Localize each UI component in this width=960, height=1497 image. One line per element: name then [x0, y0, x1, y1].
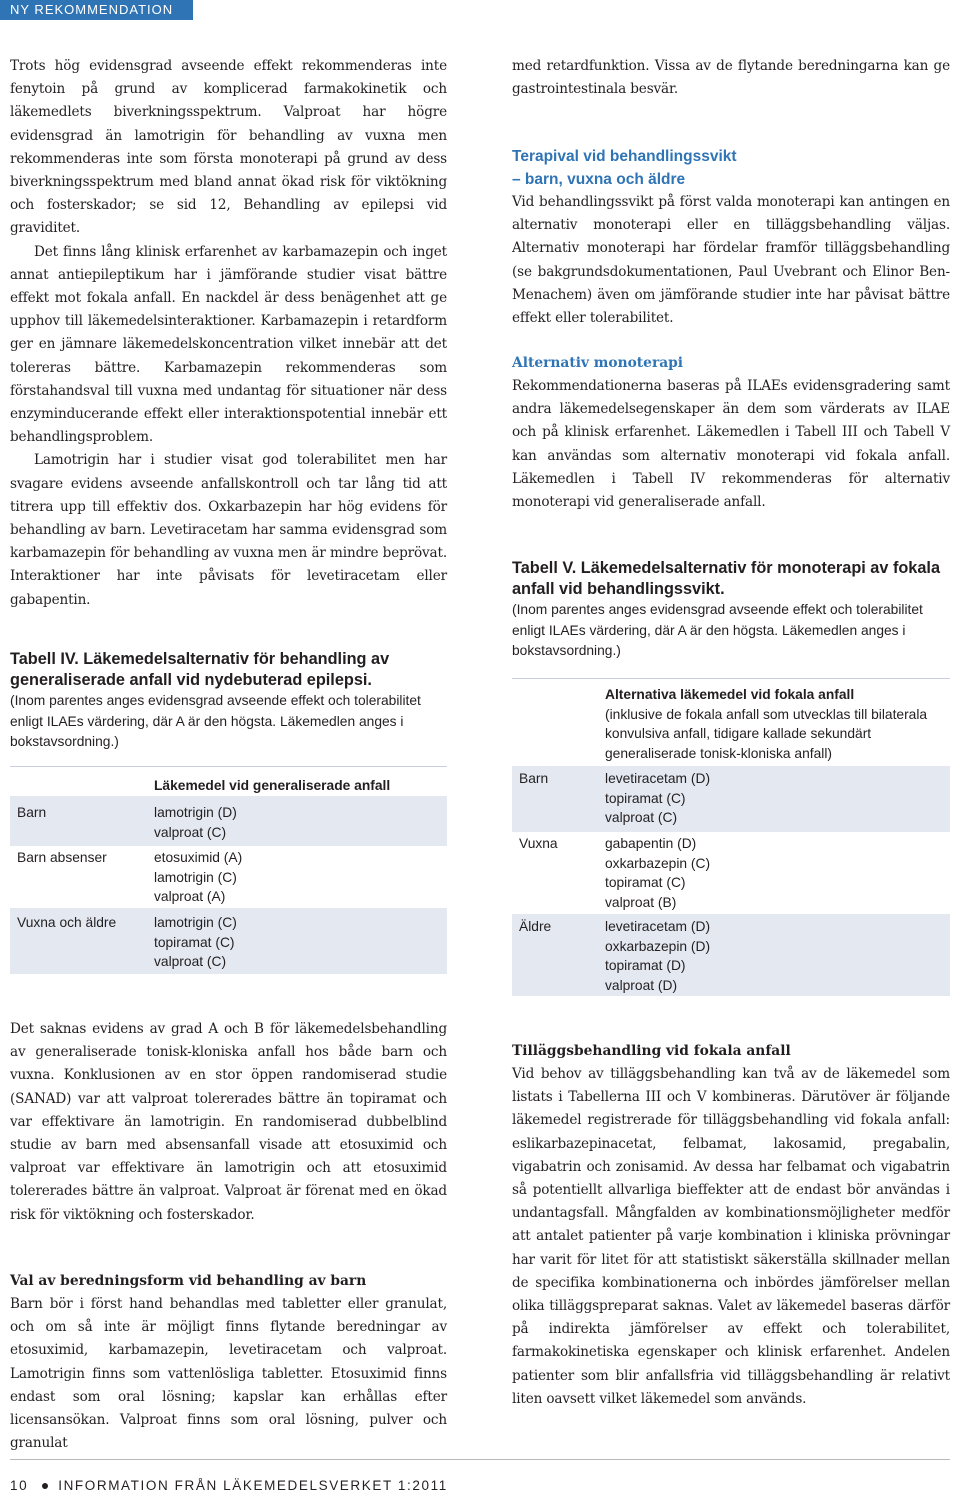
- table5-drug: oxkarbazepin (D): [605, 938, 711, 954]
- table5-drug: levetiracetam (D): [605, 919, 711, 934]
- table5-column-header-note: (inklusive de fokala anfall som utvecklas till bilaterala konvulsiva anfall, tidigare kallade sekundärt generaliserade tonisk-kloniska anfall): [605, 706, 928, 761]
- generalized-evidence-text: [10, 1018, 447, 1227]
- table4-drugs-vuxna-aldre: [154, 913, 237, 972]
- table5-caption: [512, 558, 950, 662]
- table5-column-header-block: [605, 685, 935, 763]
- table4-group-vuxna-aldre: Vuxna och äldre: [17, 915, 117, 930]
- failure-text: Vid behandlingssvikt på först valda monoterapi kan antingen en alternativ monoterapi eller en tilläggsbehandling väljas. Alternativ monoterapi har fördelar framför tilläggsbehandling (se bakgrundsdokumentationen, Paul Uvebrant och Elinor Ben-Menachem) även om jämförande studier inte har påvisat bättre effekt eller tolerabilitet.: [512, 194, 950, 327]
- formulation-text: Barn bör i först hand behandlas med tabletter eller granulat, och om så inte är möjligt finns flytande beredningar av etosuximid, karbamazepin, levetiracetam och valproat. Lamotrigin finns som vattenlösliga tabletter. Etosuximid finns endast som oral lösning; kapslar kan erhållas efter licensansökan. Valproat finns som oral lösning, pulver och granulat: [10, 1296, 447, 1452]
- section-label-band: [0, 0, 193, 20]
- table4-drug: valproat (C): [154, 954, 227, 969]
- page-number: 10: [10, 1478, 29, 1493]
- table4-drug: lamotrigin (C): [154, 869, 237, 885]
- formulation-heading: Val av beredningsform vid behandling av barn: [10, 1273, 367, 1289]
- failure-heading-line1: Terapival vid behandlingssvikt: [512, 148, 737, 165]
- table4-drug: topiramat (C): [154, 934, 235, 950]
- generalized-evidence-paragraph: Det saknas evidens av grad A och B för läkemedelsbehandling av generaliserade tonisk-kloniska anfall hos både barn och vuxna. Konklusionen av en stor öppen randomiserad studie (SANAD) var att valproat tolererades bättre än topiramat och var effektivare än lamotrigin. En randomiserad dubbelblind studie av barn med absensanfall visade att etosuximid och valproat var effektivare än lamotrigin och att etosuximid tolererades bättre än valproat. Valproat är förenat med en ökad risk för viktökning och fosterskador.: [10, 1021, 447, 1223]
- table5: [512, 678, 950, 996]
- table5-drugs-barn: [605, 769, 710, 828]
- failure-section: [512, 145, 950, 330]
- alt-mono-heading: Alternativ monoterapi: [512, 355, 684, 371]
- intro-paragraph-3: Lamotrigin har i studier visat god tolerabilitet men har svagare evidens avseende anfallskontroll och tar lång tid att titrera upp till effektiv dos. Oxkarbazepin har hög evidens för behandling av barn. Levetiracetam har samma evidensgrad som karbamazepin för behandling av vuxna men är mindre beprövat. Interaktioner har inte påvisats för levetiracetam eller gabapentin.: [10, 452, 447, 608]
- table5-group-aldre: Äldre: [519, 919, 552, 934]
- intro-text: [10, 55, 447, 612]
- intro-paragraph-1: Trots hög evidensgrad avseende effekt rekommenderas inte fenytoin på grund av komplicerad farmakokinetik och läkemedlets biverkningsspektrum. Valproat har högre evidensgrad än lamotrigin för behandling av vuxna men rekommenderas inte som första monoterapi på grund av dess biverkningsspektrum med bland annat ökad risk för viktökning och fosterskador; se sid 12, Behandling av epilepsi vid graviditet.: [10, 58, 447, 237]
- table4-drugs-barn: [154, 803, 237, 842]
- addon-heading: Tilläggsbehandling vid fokala anfall: [512, 1043, 791, 1059]
- table4-title: Tabell IV. Läkemedelsalternativ för behandling av generaliserade anfall vid nydebuterad epilepsi.: [10, 650, 390, 689]
- bullet-separator: [42, 1483, 48, 1489]
- table5-drug: valproat (D): [605, 977, 678, 993]
- table5-column-header: Alternativa läkemedel vid fokala anfall: [605, 687, 855, 702]
- publication-name: INFORMATION FRÅN LÄKEMEDELSVERKET 1:2011: [58, 1478, 448, 1493]
- formulation-section: [10, 1270, 447, 1455]
- table5-drug: topiramat (D): [605, 958, 686, 973]
- table5-drug: valproat (C): [605, 810, 678, 825]
- table5-subtitle: (Inom parentes anges evidensgrad avseende effekt och tolerabilitet enligt ILAEs värdering, där A är den högsta. Läkemedlen anges i bokstavsordning.): [512, 602, 923, 658]
- table5-drugs-aldre: [605, 917, 710, 995]
- table5-title: Tabell V. Läkemedelsalternativ för monoterapi av fokala anfall vid behandlingssvikt.: [512, 559, 940, 598]
- table4-top-rule: [10, 766, 447, 767]
- section-label: NY REKOMMENDATION: [10, 2, 174, 17]
- continuation-paragraph: med retardfunktion. Vissa av de flytande beredningarna kan ge gastrointestinala besvär.: [512, 58, 950, 98]
- table5-group-vuxna: Vuxna: [519, 836, 558, 851]
- table4-drug: valproat (A): [154, 889, 226, 904]
- table5-row-band: [512, 914, 950, 996]
- table5-drug: oxkarbazepin (C): [605, 855, 711, 871]
- table4-drug: valproat (C): [154, 824, 227, 840]
- table4: [10, 766, 447, 974]
- table4-drugs-barn-absenser: [154, 848, 242, 907]
- table5-group-barn: Barn: [519, 771, 549, 786]
- table5-drug: gabapentin (D): [605, 836, 697, 851]
- intro-paragraph-2: Det finns lång klinisk erfarenhet av karbamazepin och inget annat antiepileptikum har i jämförande studier visat bättre effekt mot fokala anfall. En nackdel är dess benägenhet att ge upphov till läkemedelsinteraktioner. Karbamazepin i retardform ger en jämnare läkemedelskoncentration vilket innebär att det tolereras bättre. Karbamazepin rekommenderas som förstahandsval till vuxna med undantag för situationer när dess enzyminducerande effekt eller interaktionspotential innebär ett behandlingsproblem.: [10, 243, 447, 446]
- table4-group-barn-absenser: Barn absenser: [17, 850, 107, 865]
- table5-row-band: [512, 766, 950, 832]
- alt-mono-section: [512, 352, 950, 514]
- table5-drug: topiramat (C): [605, 790, 686, 806]
- table4-caption: [10, 649, 447, 753]
- table4-drug: lamotrigin (C): [154, 915, 237, 930]
- table4-column-header: Läkemedel vid generaliserade anfall: [154, 778, 391, 793]
- addon-text: Vid behov av tilläggsbehandling kan två av de läkemedel som listats i Tabellerna III och V kombineras. Därutöver är följande läkemedel registrerade för tilläggsbehandling vid fokala anfall: eslikarbazepinacetat, felbamat, lakosamid, pregabalin, vigabatrin och zonisamid. Av dessa har felbamat och vigabatrin så potentiellt allvarliga bieffekter att de endast bör användas i undantagsfall. Mångfalden av kombinationsmöjligheter medför att antalet patienter på varje kombination i kliniska prövningar har varit för litet för att statistiskt säkerställa skillnader mellan de specifika kombinationerna och inbördes jämförelser mellan olika tilläggspreparat saknas. Valet av läkemedel baseras därför på indirekta jämförelser av effekt och tolerabilitet, farmakokinetiska egenskaper och klinisk erfarenhet. Andelen patienter som blir anfallsfria vid tilläggsbehandling är relativt liten oavsett vilket läkemedel som används.: [512, 1066, 950, 1407]
- footer: [10, 1478, 448, 1493]
- continuation-text: [512, 55, 950, 101]
- table5-drug: valproat (B): [605, 894, 677, 910]
- addon-section: [512, 1040, 950, 1411]
- failure-heading-line2: – barn, vuxna och äldre: [512, 171, 686, 188]
- table5-drug: levetiracetam (D): [605, 771, 711, 786]
- table4-subtitle: (Inom parentes anges evidensgrad avseende effekt och tolerabilitet enligt ILAEs värdering, där A är den högsta. Läkemedlen anges i bokstavsordning.): [10, 693, 421, 749]
- table5-drugs-vuxna: [605, 834, 710, 912]
- table5-drug: topiramat (C): [605, 875, 686, 890]
- table4-drug: etosuximid (A): [154, 850, 243, 865]
- alt-mono-text: Rekommendationerna baseras på ILAEs evidensgradering samt andra läkemedelsegenskaper än dem som värderats av ILAE och på klinisk erfarenhet. Läkemedlen i Tabell III och Tabell V kan användas som alternativ monoterapi vid fokala anfall. Läkemedlen i Tabell IV rekommenderas för alternativ monoterapi vid generaliserade anfall.: [512, 378, 950, 511]
- table4-drug: lamotrigin (D): [154, 805, 237, 820]
- footer-rule: [10, 1459, 950, 1460]
- table5-top-rule: [512, 678, 950, 679]
- table4-group-barn: Barn: [17, 805, 47, 820]
